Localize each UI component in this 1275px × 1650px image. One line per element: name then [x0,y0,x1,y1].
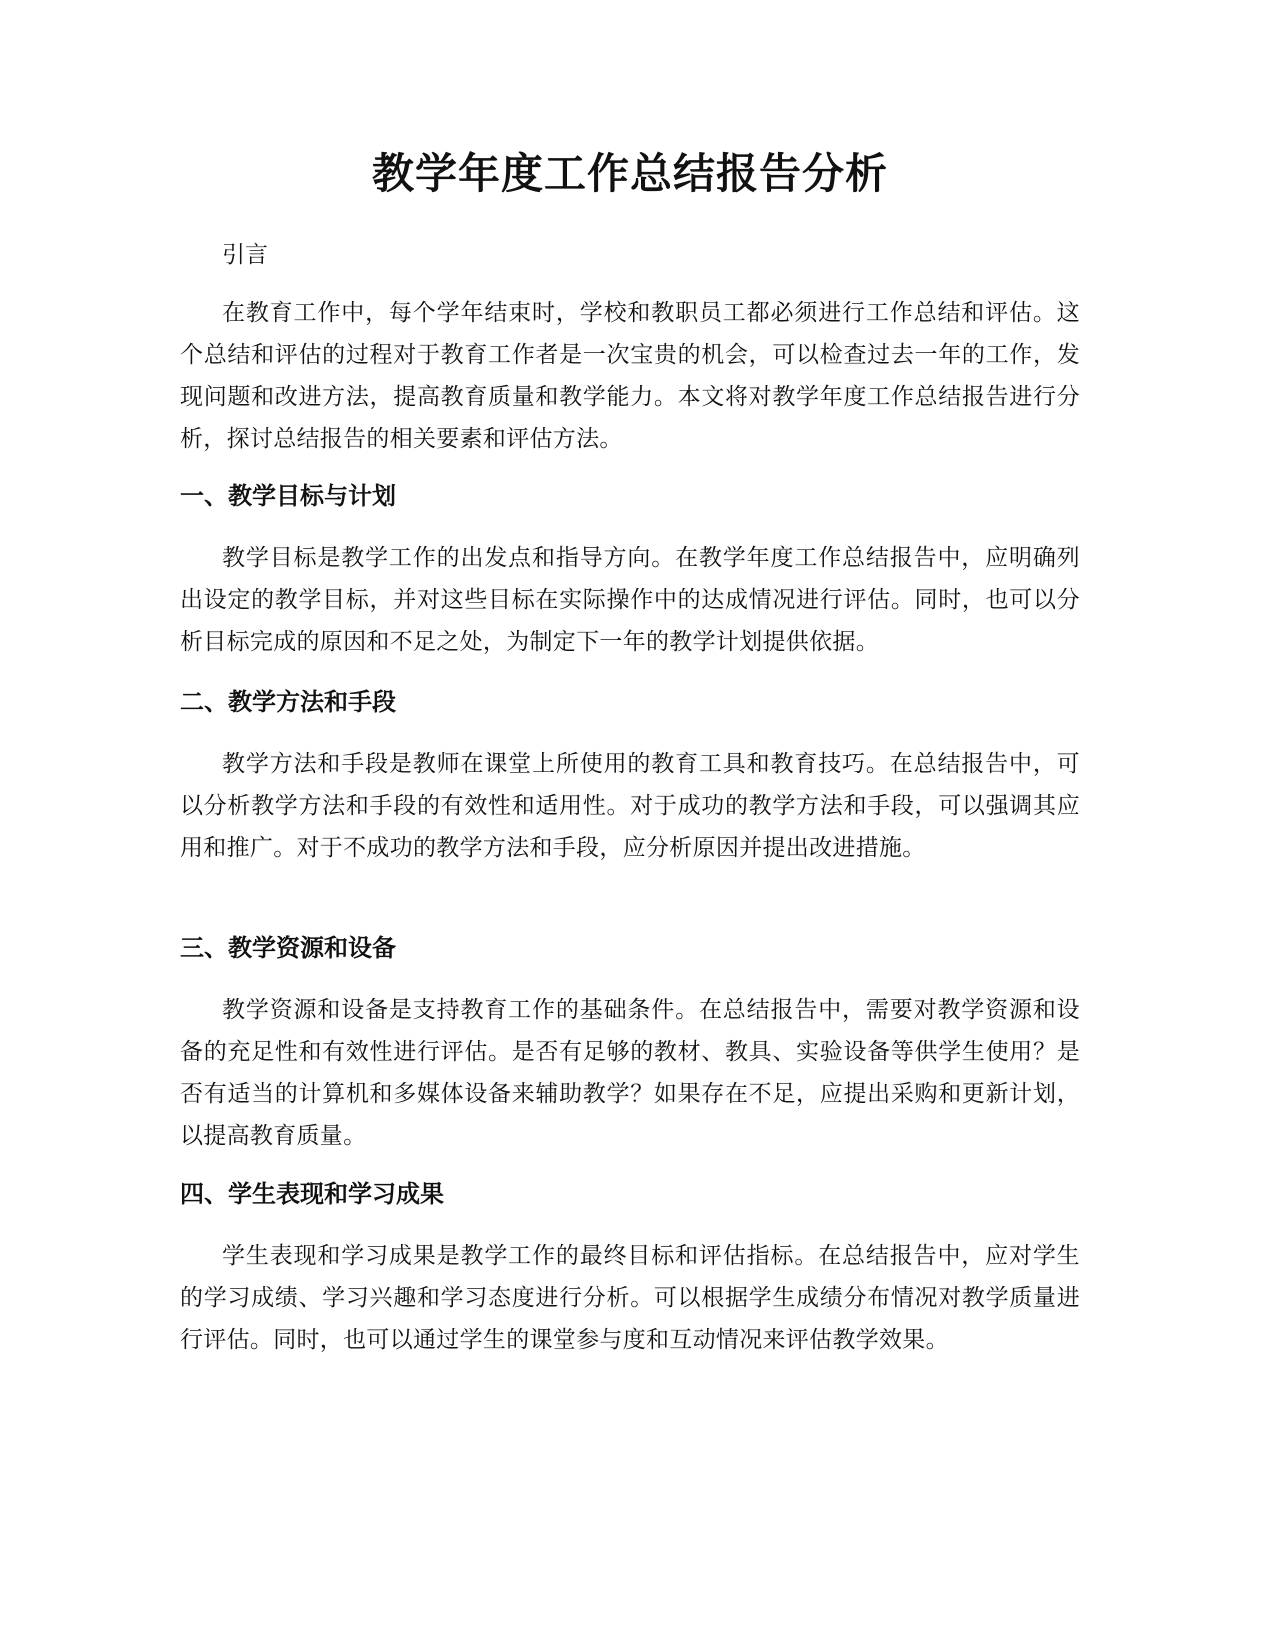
document-page [180,0,1080,1650]
section-paragraph-students: 学生表现和学习成果是教学工作的最终目标和评估指标。在总结报告中，应对学生的学习成绩、学习兴趣和学习态度进行分析。可以根据学生成绩分布情况对教学质量进行评估。同时，也可以通过学生的课堂参与度和互动情况来评估教学效果。 [180,1243,1080,1353]
intro-paragraph: 在教育工作中，每个学年结束时，学校和教职员工都必须进行工作总结和评估。这个总结和评估的过程对于教育工作者是一次宝贵的机会，可以检查过去一年的工作，发现问题和改进方法，提高教育质量和教学能力。本文将对教学年度工作总结报告进行分析，探讨总结报告的相关要素和评估方法。 [180,300,1080,452]
section-heading-students: 四、学生表现和学习成果 [180,1180,444,1208]
section-heading-goals: 一、教学目标与计划 [180,482,396,510]
intro-label: 引言 [222,242,268,268]
section-heading-resources: 三、教学资源和设备 [180,934,396,962]
section-heading-methods: 二、教学方法和手段 [180,688,396,716]
section-paragraph-methods: 教学方法和手段是教师在课堂上所使用的教育工具和教育技巧。在总结报告中，可以分析教学方法和手段的有效性和适用性。对于成功的教学方法和手段，可以强调其应用和推广。对于不成功的教学方法和手段，应分析原因并提出改进措施。 [180,751,1080,861]
section-paragraph-resources: 教学资源和设备是支持教育工作的基础条件。在总结报告中，需要对教学资源和设备的充足性和有效性进行评估。是否有足够的教材、教具、实验设备等供学生使用？是否有适当的计算机和多媒体设备来辅助教学？如果存在不足，应提出采购和更新计划，以提高教育质量。 [180,997,1080,1149]
document-title: 教学年度工作总结报告分析 [371,149,888,198]
section-paragraph-goals: 教学目标是教学工作的出发点和指导方向。在教学年度工作总结报告中，应明确列出设定的教学目标，并对这些目标在实际操作中的达成情况进行评估。同时，也可以分析目标完成的原因和不足之处，为制定下一年的教学计划提供依据。 [180,545,1080,655]
